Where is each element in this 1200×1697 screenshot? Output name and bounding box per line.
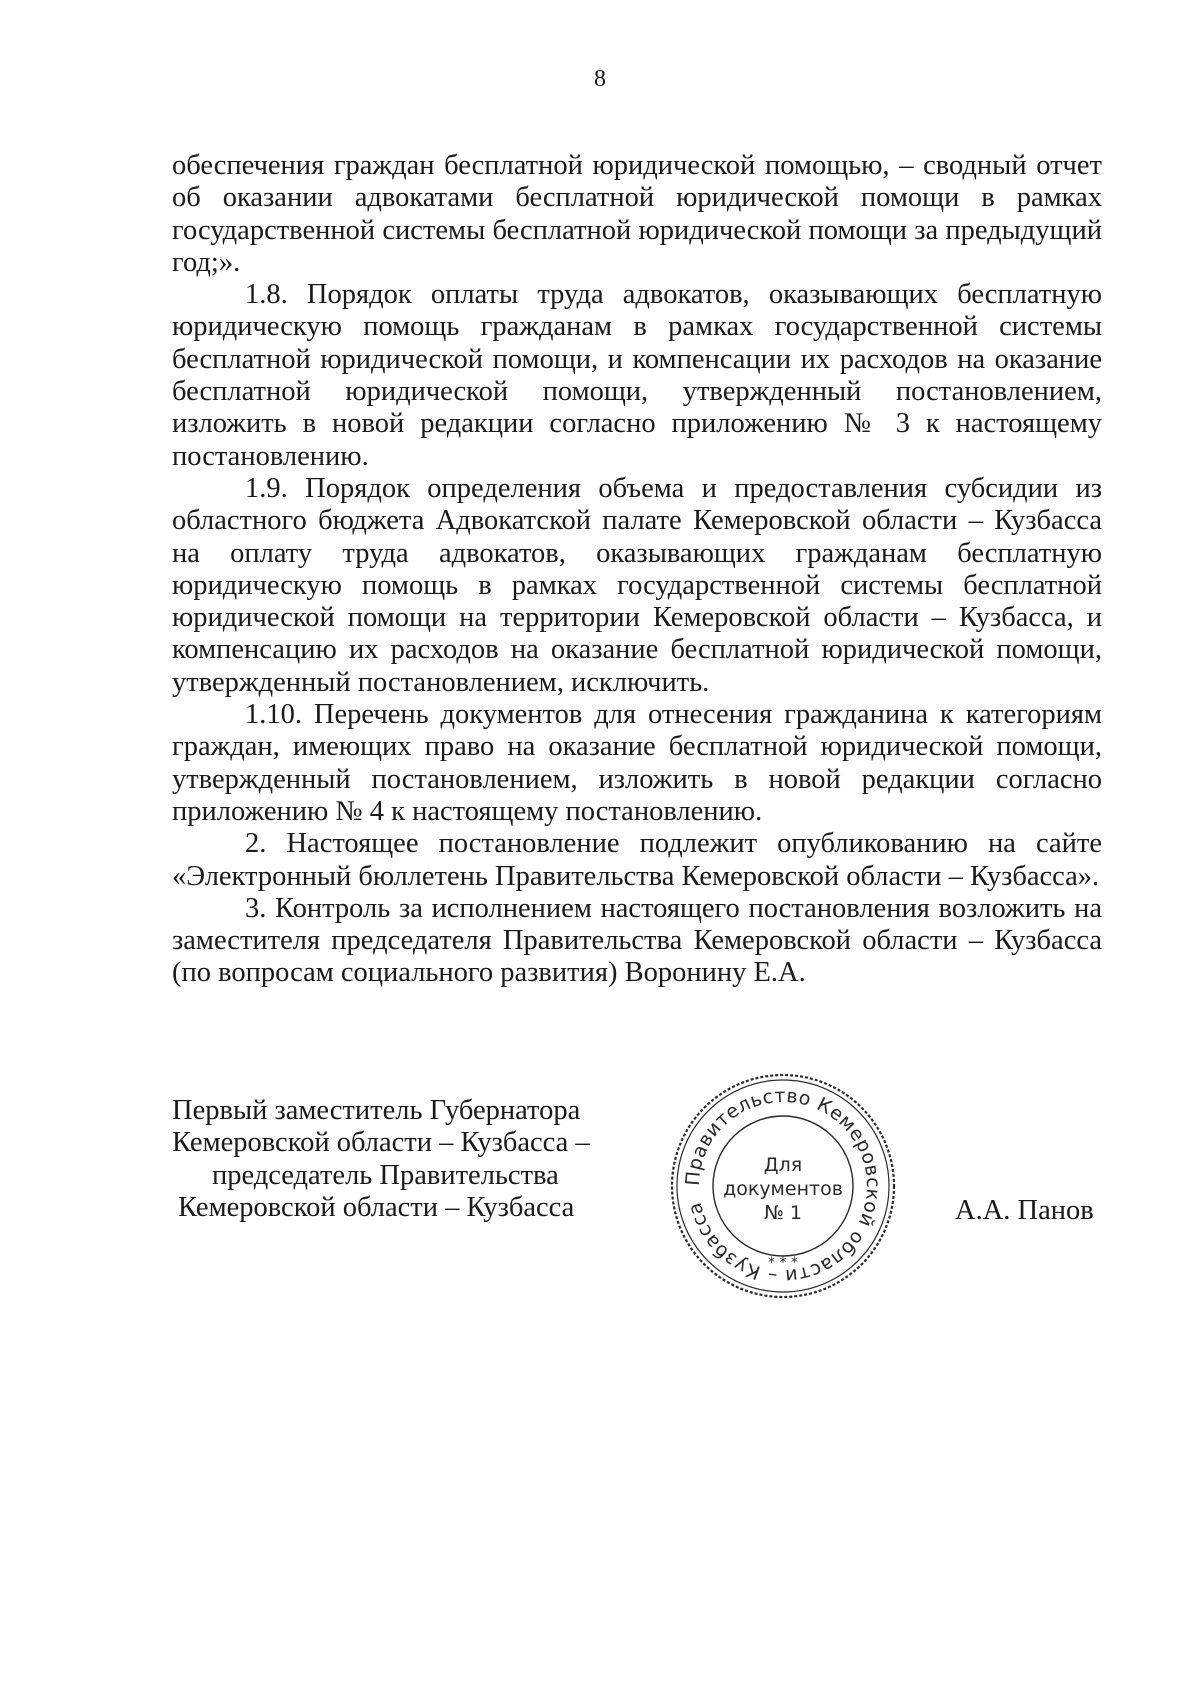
signatory-name: А.А. Панов [955, 1195, 1094, 1226]
signatory-title [172, 1095, 602, 1224]
signatory-title-line: председатель Правительства [212, 1159, 559, 1191]
page-number: 8 [594, 66, 606, 92]
paragraph-item-1-9: 1.9. Порядок определения объема и предоставления субсидии из областного бюджета Адвокатской палате Кемеровской области – Кузбасса на оплату труда адвокатов, оказывающих гражданам бесплатную юридическую помощь в рамках государственной системы бесплатной юридической помощи на территории Кемеровской области – Кузбасса, и компенсацию их расходов на оказание бесплатной юридической помощи, утвержденный постановлением, исключить. [172, 472, 1102, 698]
signatory-title-line: Кемеровской области – Кузбасса [178, 1191, 575, 1223]
paragraph-item-1-10: 1.10. Перечень документов для отнесения гражданина к категориям граждан, имеющих право на оказание бесплатной юридической помощи, утвержденный постановлением, изложить в новой редакции согласно приложению № 4 к настоящему постановлению. [172, 699, 1102, 827]
seal-center-line-3: № 1 [764, 1202, 802, 1224]
signatory-title-line: Кемеровской области – Кузбасса – [172, 1127, 590, 1159]
paragraph-continuation: обеспечения граждан бесплатной юридической помощью, – сводный отчет об оказании адвокатами бесплатной юридической помощи в рамках государственной системы бесплатной юридической помощи за предыдущий год;». [172, 150, 1102, 278]
paragraph-item-1-8: 1.8. Порядок оплаты труда адвокатов, оказывающих бесплатную юридическую помощь гражданам в рамках государственной системы бесплатной юридической помощи, и компенсации их расходов на оказание бесплатной юридической помощи, утвержденный постановлением, изложить в новой редакции согласно приложению № 3 к настоящему постановлению. [172, 279, 1102, 472]
seal-ring-text: Правительство Кемеровской области – Кузбасса [681, 1084, 885, 1288]
paragraph-item-2: 2. Настоящее постановление подлежит опубликованию на сайте «Электронный бюллетень Правительства Кемеровской области – Кузбасса». [172, 828, 1102, 892]
official-seal-stamp [668, 1071, 898, 1301]
seal-center-line-1: Для [763, 1154, 803, 1176]
paragraph-item-3: 3. Контроль за исполнением настоящего постановления возложить на заместителя председателя Правительства Кемеровской области – Кузбасса (по вопросам социального развития) Воронину Е.А. [172, 892, 1102, 989]
seal-center-line-2: документов [723, 1178, 843, 1200]
seal-stars: * * * [768, 1255, 798, 1271]
signatory-title-line: Первый заместитель Губернатора [172, 1095, 581, 1126]
document-body [172, 150, 1102, 990]
